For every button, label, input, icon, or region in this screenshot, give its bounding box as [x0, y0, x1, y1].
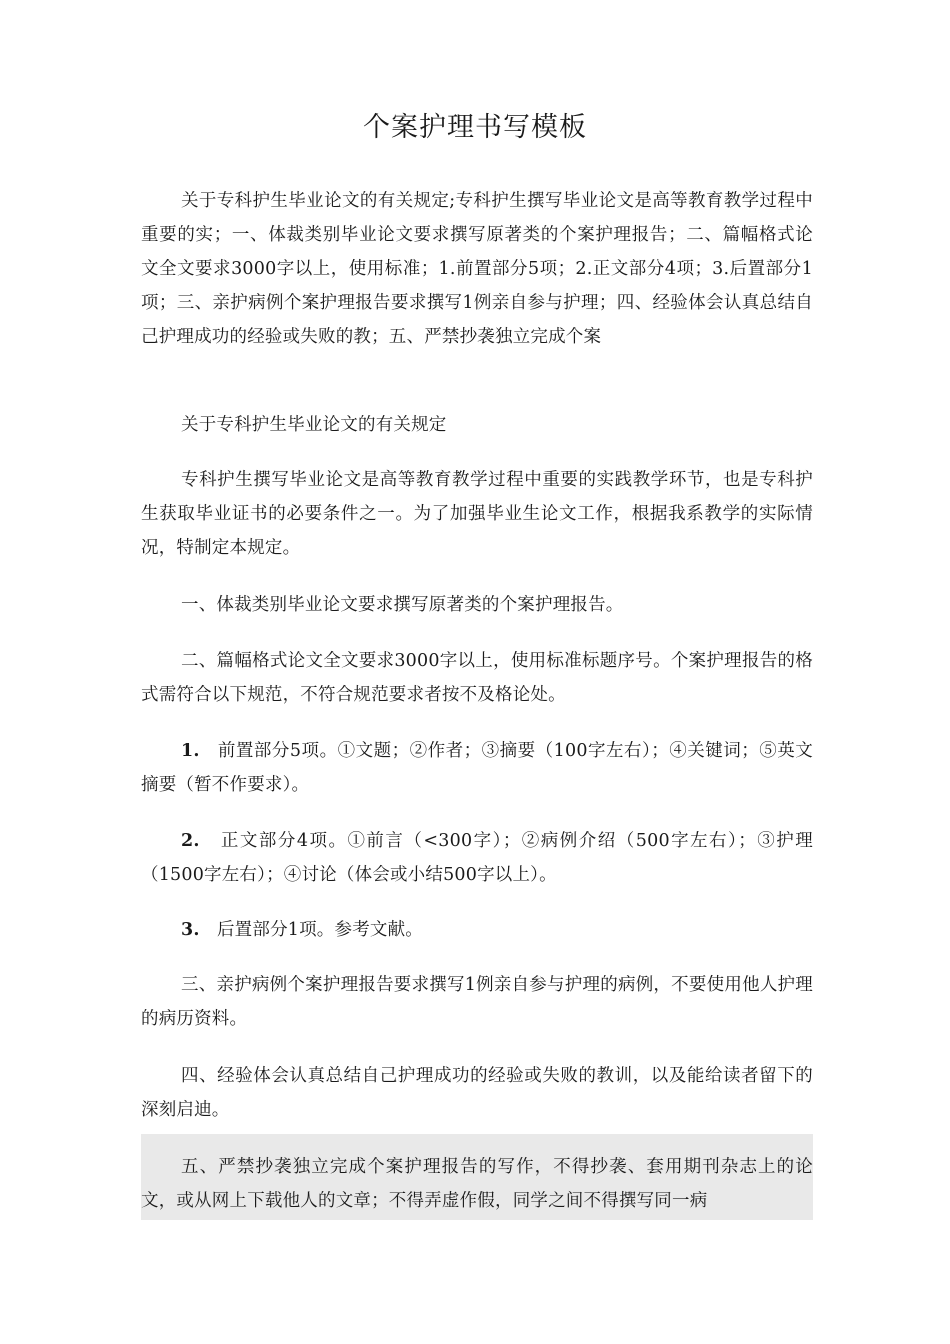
sub-item-3 [141, 913, 813, 947]
rule-2-paragraph: 二、篇幅格式论文全文要求3000字以上，使用标准标题序号。个案护理报告的格式需符合以下规范，不符合规范要求者按不及格论处。 [141, 651, 813, 705]
rule-3-paragraph: 三、亲护病例个案护理报告要求撰写1例亲自参与护理的病例，不要使用他人护理的病历资料。 [141, 975, 813, 1029]
document-title: 个案护理书写模板 [363, 112, 587, 143]
sub-item-3-text: 后置部分1项。参考文献。 [216, 920, 424, 940]
sub-item-3-number: 3. [181, 920, 200, 940]
intro-paragraph: 关于专科护生毕业论文的有关规定;专科护生撰写毕业论文是高等教育教学过程中重要的实；一、体裁类别毕业论文要求撰写原著类的个案护理报告；二、篇幅格式论文全文要求3000字以上，使用标准；1.前置部分5项；2.正文部分4项；3.后置部分1项；三、亲护病例个案护理报告要求撰写1例亲自参与护理；四、经验体会认真总结自己护理成功的经验或失败的教；五、严禁抄袭独立完成个案 [141, 191, 813, 347]
section-heading: 关于专科护生毕业论文的有关规定 [181, 415, 447, 435]
sub-item-2 [141, 824, 813, 892]
rule-1-paragraph: 一、体裁类别毕业论文要求撰写原著类的个案护理报告。 [181, 595, 624, 615]
purpose-paragraph: 专科护生撰写毕业论文是高等教育教学过程中重要的实践教学环节，也是专科护生获取毕业证书的必要条件之一。为了加强毕业生论文工作，根据我系教学的实际情况，特制定本规定。 [141, 470, 813, 558]
sub-item-1-number: 1. [181, 741, 200, 761]
sub-item-2-text: 正文部分4项。①前言（<300字）；②病例介绍（500字左右）；③护理（1500字左右）；④讨论（体会或小结500字以上）。 [141, 831, 813, 885]
rule-4-paragraph: 四、经验体会认真总结自己护理成功的经验或失败的教训，以及能给读者留下的深刻启迪。 [141, 1066, 813, 1120]
sub-item-2-number: 2. [181, 831, 200, 851]
rule-5-paragraph: 五、严禁抄袭独立完成个案护理报告的写作，不得抄袭、套用期刊杂志上的论文，或从网上下载他人的文章；不得弄虚作假，同学之间不得撰写同一病 [141, 1134, 813, 1220]
sub-item-1 [141, 734, 813, 802]
sub-item-1-text: 前置部分5项。①文题；②作者；③摘要（100字左右）；④关键词；⑤英文摘要（暂不作要求）。 [141, 741, 813, 795]
